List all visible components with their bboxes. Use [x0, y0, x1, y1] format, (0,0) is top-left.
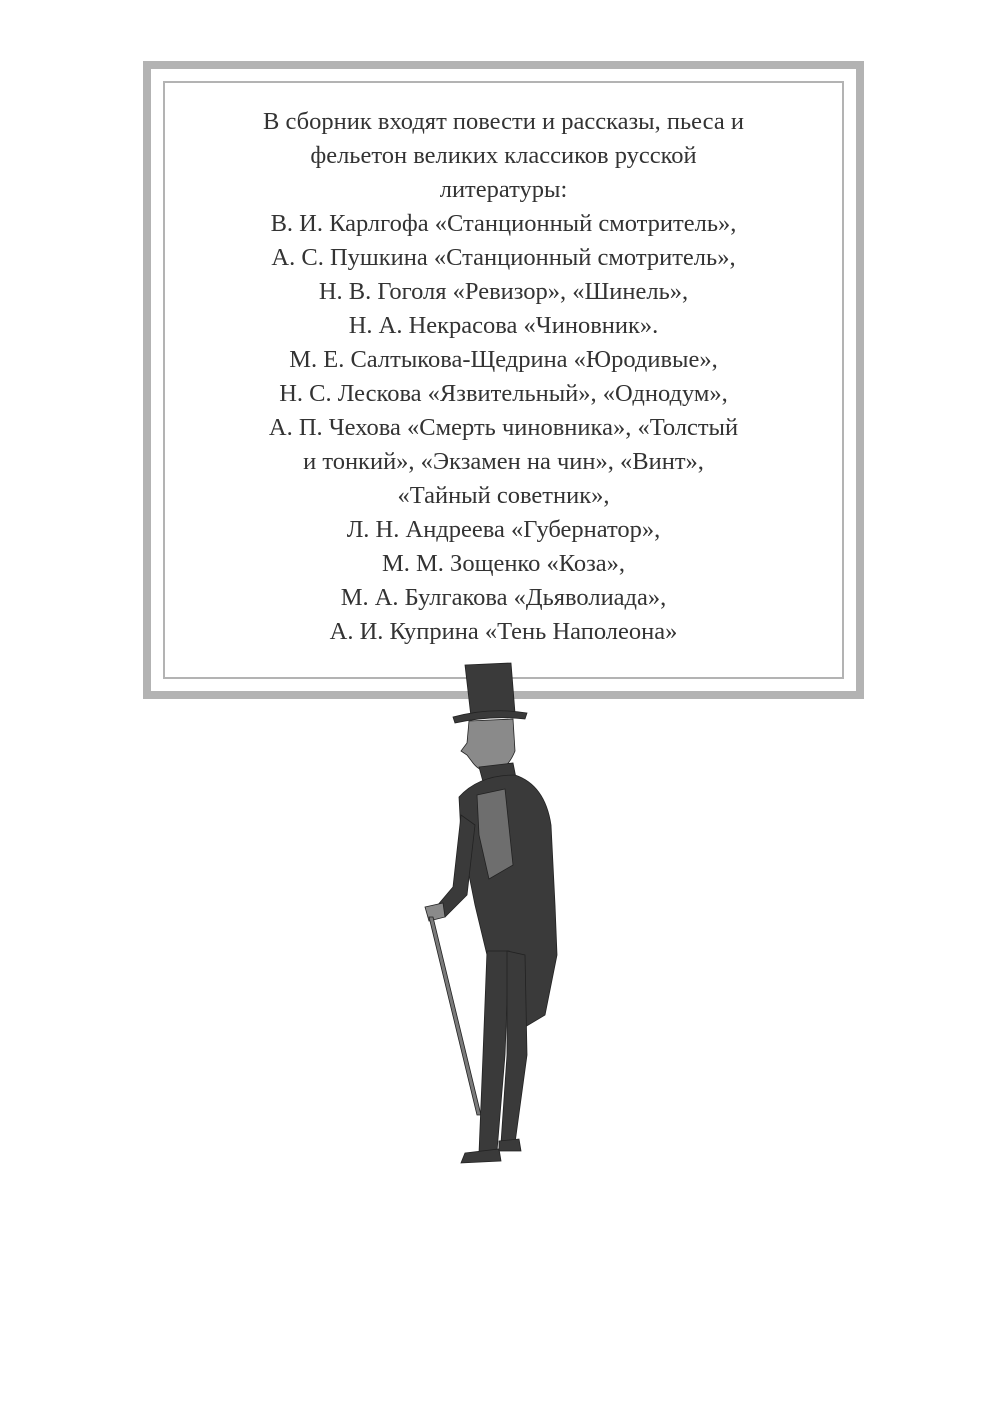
work-line: А. П. Чехова «Смерть чиновника», «Толстый — [268, 414, 739, 441]
top-hat — [465, 663, 515, 717]
work-line: и тонкий», «Экзамен на чин», «Винт», — [303, 448, 704, 475]
intro-line: фельетон великих классиков русской — [310, 142, 697, 169]
hand — [425, 903, 445, 921]
work-line: Н. С. Лескова «Язвительный», «Однодум», — [279, 380, 728, 407]
intro-line: В сборник входят повести и рассказы, пьеса и — [263, 108, 744, 135]
cane — [429, 917, 481, 1115]
work-line: М. М. Зощенко «Коза», — [381, 550, 626, 577]
work-line: А. И. Куприна «Тень Наполеона» — [329, 618, 678, 645]
work-line: А. С. Пушкина «Станционный смотритель», — [271, 244, 736, 271]
left-shoe — [461, 1149, 501, 1163]
work-line: Л. Н. Андреева «Губернатор», — [346, 516, 661, 543]
arm — [431, 815, 475, 917]
work-line: Н. А. Некрасова «Чиновник». — [348, 312, 659, 339]
work-line: «Тайный советник», — [397, 482, 610, 509]
work-line: М. А. Булгакова «Дьяволиада», — [340, 584, 667, 611]
gentleman-illustration — [395, 655, 575, 1175]
intro-line: литературы: — [439, 176, 568, 203]
work-line: В. И. Карлгофа «Станционный смотритель», — [270, 210, 737, 237]
right-shoe — [499, 1139, 521, 1151]
work-line: Н. В. Гоголя «Ревизор», «Шинель», — [318, 278, 689, 305]
annotation-text — [173, 105, 834, 649]
work-line: М. Е. Салтыкова-Щедрина «Юродивые», — [289, 346, 718, 373]
